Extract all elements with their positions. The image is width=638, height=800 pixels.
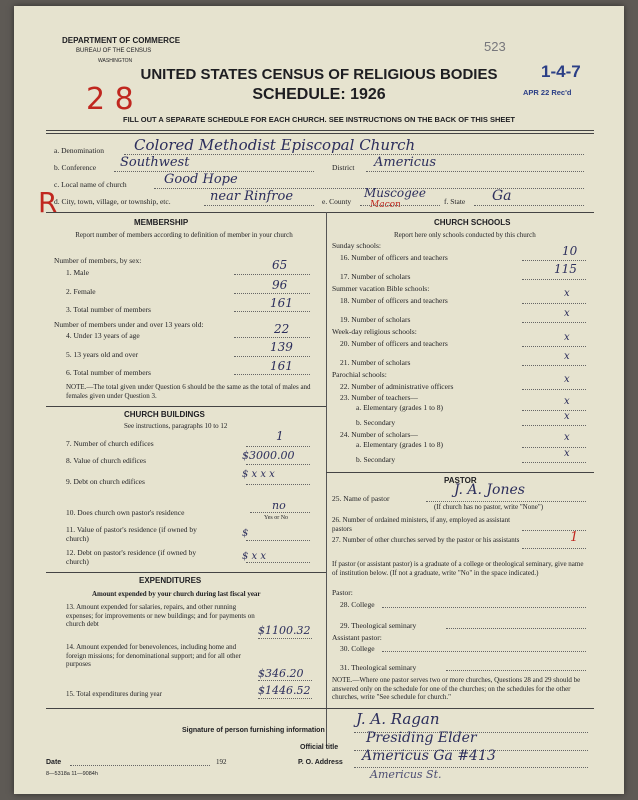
instructions-line: FILL OUT A SEPARATE SCHEDULE FOR EACH CHURCH. SEE INSTRUCTIONS ON THE BACK OF THIS SHEET [123,115,515,124]
residence-debt-value: $ x x [242,551,266,562]
q24b-value: x [564,448,570,459]
bureau-city: WASHINGTON [98,58,133,64]
local-name-value: Good Hope [164,172,238,187]
file-number: 1-4-7 [541,62,581,81]
expenditures-title: EXPENDITURES [139,576,202,585]
q17-value: 115 [554,262,577,276]
local-name-label: c. Local name of church [54,180,127,189]
district-value: Americus [374,155,437,170]
q24b-label: b. Secondary [356,455,396,464]
date-year: 192 [216,758,227,766]
state-value: Ga [492,188,512,204]
conference-label: b. Conference [54,163,97,172]
total-members-label: 3. Total number of members [66,305,151,314]
over-13-value: 139 [270,340,293,354]
department-block [62,36,180,66]
q15-label: 15. Total expenditures during year [66,690,162,698]
total-members-2-value: 161 [270,359,293,373]
schools-title: CHURCH SCHOOLS [434,218,511,227]
q16-value: 10 [562,244,578,258]
weekday-schools-label: Week-day religious schools: [332,327,417,336]
edifices-debt-label: 9. Debt on church edifices [66,477,145,486]
buildings-subtitle: See instructions, paragraphs 10 to 12 [124,422,228,430]
edifices-value: 1 [276,429,284,443]
q28-label: 28. College [340,600,375,609]
q13-label: 13. Amount expended for salaries, repairs, and other running expenses; for improvements or new buildings; and for payments on church debt [66,603,255,628]
denomination-label: a. Denomination [54,146,104,155]
district-label: District [332,163,355,172]
county-correction: Macon [370,200,401,210]
q29-label: 29. Theological seminary [340,621,417,630]
residence-label: 10. Does church own pastor's residence [66,508,185,517]
red-mark-letter: R [38,186,58,219]
q19-value: x [564,308,570,319]
edifices-label: 7. Number of church edifices [66,439,154,448]
q22-value: x [564,374,570,385]
q18-value: x [564,288,570,299]
stamp-number: 523 [484,39,506,54]
male-label: 1. Male [66,268,89,277]
female-label: 2. Female [66,287,96,296]
official-title-label: Official title [300,744,339,751]
q19-label: 19. Number of scholars [340,315,411,324]
pastor-title: PASTOR [444,476,477,485]
residence-value-label: 11. Value of pastor's residence (if owned by church) [66,525,197,543]
signature-value: J. A. Ragan [356,710,440,728]
q25-label: 25. Name of pastor [332,494,390,503]
q24-label: 24. Number of scholars— [340,430,418,439]
received-stamp: APR 22 Rec'd [523,88,572,97]
county-label: e. County [322,197,352,206]
summer-schools-label: Summer vacation Bible schools: [332,284,430,293]
q14-value: $346.20 [258,667,304,680]
residence-debt-label: 12. Debt on pastor's residence (if owned by church) [66,548,197,566]
assistant-label: Assistant pastor: [332,633,382,642]
q20-label: 20. Number of officers and teachers [340,339,448,348]
q20-value: x [564,332,570,343]
state-label: f. State [444,197,466,206]
edifices-debt-value: $ x x x [242,469,275,480]
yes-no-hint: Yes or No [264,515,289,521]
pastor-note: NOTE.—Where one pastor serves two or more churches, Questions 28 and 29 should be answered only on the schedule for one of the churches; on the schedules for the other churches, write "See schedule for church." [332,676,581,701]
sunday-schools-label: Sunday schools: [332,241,381,250]
residence-value: no [272,499,286,512]
q21-value: x [564,351,570,362]
q15-value: $1446.52 [258,684,311,697]
q27-value: 1 [570,530,579,545]
county-value: Muscogee [364,186,427,200]
under-13-value: 22 [274,322,290,336]
denomination-value: Colored Methodist Episcopal Church [134,136,416,154]
buildings-title: CHURCH BUILDINGS [124,410,205,419]
q31-label: 31. Theological seminary [340,663,417,672]
conference-value: Southwest [120,155,190,170]
membership-title: MEMBERSHIP [134,218,189,227]
census-schedule-sheet [14,6,624,794]
residence-value-amount: $ [242,528,249,539]
po-address-second-line: Americus St. [370,768,442,781]
expenditures-subtitle: Amount expended by your church during last fiscal year [92,590,261,598]
q25-value: J. A. Jones [454,482,525,498]
male-value: 65 [272,258,288,272]
po-address-label: P. O. Address [298,759,343,766]
edifices-value-label: 8. Value of church edifices [66,456,147,465]
by-sex-label: Number of members, by sex: [54,256,142,265]
q25-hint: (If church has no pastor, write "None") [434,503,544,511]
q23b-value: x [564,411,570,422]
q21-label: 21. Number of scholars [340,358,411,367]
form-code: 8—5318a 11—9084h [46,771,98,777]
by-age-label: Number of members under and over 13 years old: [54,320,204,329]
q18-label: 18. Number of officers and teachers [340,296,448,305]
q26-label: 26. Number of ordained ministers, if any, employed as assistant pastors [332,516,511,533]
q13-value: $1100.32 [258,624,311,637]
q23a-label: a. Elementary (grades 1 to 8) [356,403,444,412]
membership-note: NOTE.—The total given under Question 6 should be the same as the total of males and females given under Question 3. [66,383,311,400]
city-label: d. City, town, village, or township, etc. [54,197,171,206]
official-title-value: Presiding Elder [366,730,477,746]
bureau-name: BUREAU OF THE CENSUS [76,48,152,54]
date-label: Date [46,759,62,766]
q23a-value: x [564,396,570,407]
q24a-label: a. Elementary (grades 1 to 8) [356,440,444,449]
under-13-label: 4. Under 13 years of age [66,331,140,340]
form-schedule: SCHEDULE: 1926 [252,86,386,103]
q23b-label: b. Secondary [356,418,396,427]
department-name: DEPARTMENT OF COMMERCE [62,36,181,45]
city-value: near Rinfroe [210,189,294,204]
q17-label: 17. Number of scholars [340,272,411,281]
parochial-schools-label: Parochial schools: [332,370,387,379]
schools-intro: Report here only schools conducted by this church [394,231,536,239]
q27-label: 27. Number of other churches served by the pastor or his assistants [332,536,520,544]
total-members-2-label: 6. Total number of members [66,368,151,377]
q16-label: 16. Number of officers and teachers [340,253,448,262]
q23-label: 23. Number of teachers— [340,393,418,402]
red-mark-number: 2 8 [86,82,134,117]
q30-label: 30. College [340,644,375,653]
pastor-sub-label: Pastor: [332,588,353,597]
q22-label: 22. Number of administrative officers [340,382,454,391]
q14-label: 14. Amount expended for benevolences, including home and foreign missions; for denominational support; and for all other purposes [66,643,241,668]
graduate-note: If pastor (or assistant pastor) is a graduate of a college or theological seminary, give name of institution below. (If not a graduate, write "No" in the space indicated.) [332,560,584,577]
signature-label: Signature of person furnishing information [182,727,325,734]
over-13-label: 5. 13 years old and over [66,350,139,359]
membership-intro: Report number of members according to definition of member in your church [75,231,293,239]
q24a-value: x [564,432,570,443]
edifices-value-amount: $3000.00 [242,449,295,462]
total-members-value: 161 [270,296,293,310]
po-address-value: Americus Ga #413 [362,748,496,764]
form-title: UNITED STATES CENSUS OF RELIGIOUS BODIES [140,66,498,83]
female-value: 96 [272,278,288,292]
